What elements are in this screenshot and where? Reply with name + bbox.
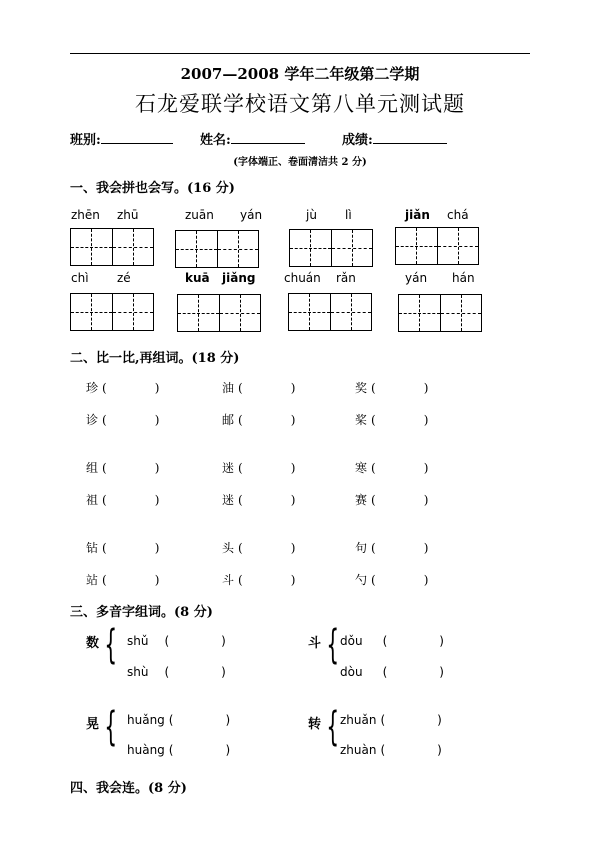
pinyin: yán: [405, 271, 428, 285]
pinyin: jiǎn: [405, 208, 430, 222]
pinyin: rǎn: [336, 271, 356, 285]
poly-char: 数: [86, 636, 100, 651]
writing-grid[interactable]: [398, 294, 482, 332]
pinyin: chá: [447, 208, 469, 222]
compare-word-cell[interactable]: 珍 ( ): [86, 381, 160, 395]
pinyin: zhū: [117, 208, 139, 222]
poly-reading-row[interactable]: zhuàn ( ): [340, 743, 442, 757]
section4-title: 四、我会连。(8 分): [70, 781, 187, 796]
pinyin: jiǎng: [222, 271, 256, 285]
compare-word-cell[interactable]: 句 ( ): [355, 541, 429, 555]
compare-word-cell[interactable]: 组 ( ): [86, 461, 160, 475]
compare-word-cell[interactable]: 油 ( ): [222, 381, 296, 395]
compare-word-cell[interactable]: 祖 ( ): [86, 493, 160, 507]
neatness-note: (字体端正、卷面清洁共 2 分): [233, 157, 367, 168]
poly-reading-row[interactable]: zhuǎn ( ): [340, 713, 442, 727]
pinyin: kuā: [185, 271, 210, 285]
compare-word-cell[interactable]: 迷 ( ): [222, 493, 296, 507]
writing-grid[interactable]: [175, 230, 259, 268]
score-field[interactable]: 成绩:: [342, 129, 447, 148]
pinyin: zhēn: [71, 208, 100, 222]
compare-word-cell[interactable]: 诊 ( ): [86, 413, 160, 427]
poly-reading-row[interactable]: huǎng ( ): [127, 713, 231, 727]
class-blank[interactable]: [101, 132, 173, 144]
pinyin: chuán: [284, 271, 321, 285]
brace: {: [104, 622, 118, 668]
writing-grid[interactable]: [288, 293, 372, 331]
poly-char: 转: [308, 717, 322, 732]
name-blank[interactable]: [231, 132, 305, 144]
term-line: 2007—2008 学年二年级第二学期: [180, 65, 420, 83]
writing-grid[interactable]: [70, 228, 154, 266]
pinyin: jù: [306, 208, 317, 222]
pinyin: yán: [240, 208, 263, 222]
compare-word-cell[interactable]: 桨 ( ): [355, 413, 429, 427]
brace: {: [104, 704, 118, 750]
section2-title: 二、比一比,再组词。(18 分): [70, 351, 240, 366]
compare-word-cell[interactable]: 赛 ( ): [355, 493, 429, 507]
compare-word-cell[interactable]: 头 ( ): [222, 541, 296, 555]
writing-grid[interactable]: [395, 227, 479, 265]
compare-word-cell[interactable]: 邮 ( ): [222, 413, 296, 427]
poly-reading-row[interactable]: huàng ( ): [127, 743, 231, 757]
pinyin: zuān: [185, 208, 214, 222]
compare-word-cell[interactable]: 奖 ( ): [355, 381, 429, 395]
compare-word-cell[interactable]: 迷 ( ): [222, 461, 296, 475]
pinyin: lì: [345, 208, 352, 222]
pinyin: chì: [71, 271, 89, 285]
pinyin: hán: [452, 271, 475, 285]
poly-reading-row[interactable]: dòu ( ): [340, 665, 444, 679]
section3-title: 三、多音字组词。(8 分): [70, 605, 213, 620]
poly-reading-row[interactable]: shù ( ): [127, 665, 226, 679]
poly-reading-row[interactable]: dǒu ( ): [340, 634, 444, 648]
page-title: 石龙爱联学校语文第八单元测试题: [135, 92, 465, 116]
poly-reading-row[interactable]: shǔ ( ): [127, 634, 226, 648]
compare-word-cell[interactable]: 斗 ( ): [222, 573, 296, 587]
top-rule: [70, 53, 530, 54]
writing-grid[interactable]: [70, 293, 154, 331]
section1-title: 一、我会拼也会写。(16 分): [70, 181, 235, 196]
brace: {: [326, 622, 340, 668]
compare-word-cell[interactable]: 勺 ( ): [355, 573, 429, 587]
brace: {: [326, 704, 340, 750]
compare-word-cell[interactable]: 寒 ( ): [355, 461, 429, 475]
class-field[interactable]: 班别:: [70, 129, 173, 148]
compare-word-cell[interactable]: 钻 ( ): [86, 541, 160, 555]
name-field[interactable]: 姓名:: [200, 129, 305, 148]
writing-grid[interactable]: [289, 229, 373, 267]
poly-char: 晃: [86, 717, 100, 732]
writing-grid[interactable]: [177, 294, 261, 332]
poly-char: 斗: [308, 636, 322, 651]
compare-word-cell[interactable]: 站 ( ): [86, 573, 160, 587]
pinyin: zé: [117, 271, 131, 285]
score-blank[interactable]: [373, 132, 447, 144]
